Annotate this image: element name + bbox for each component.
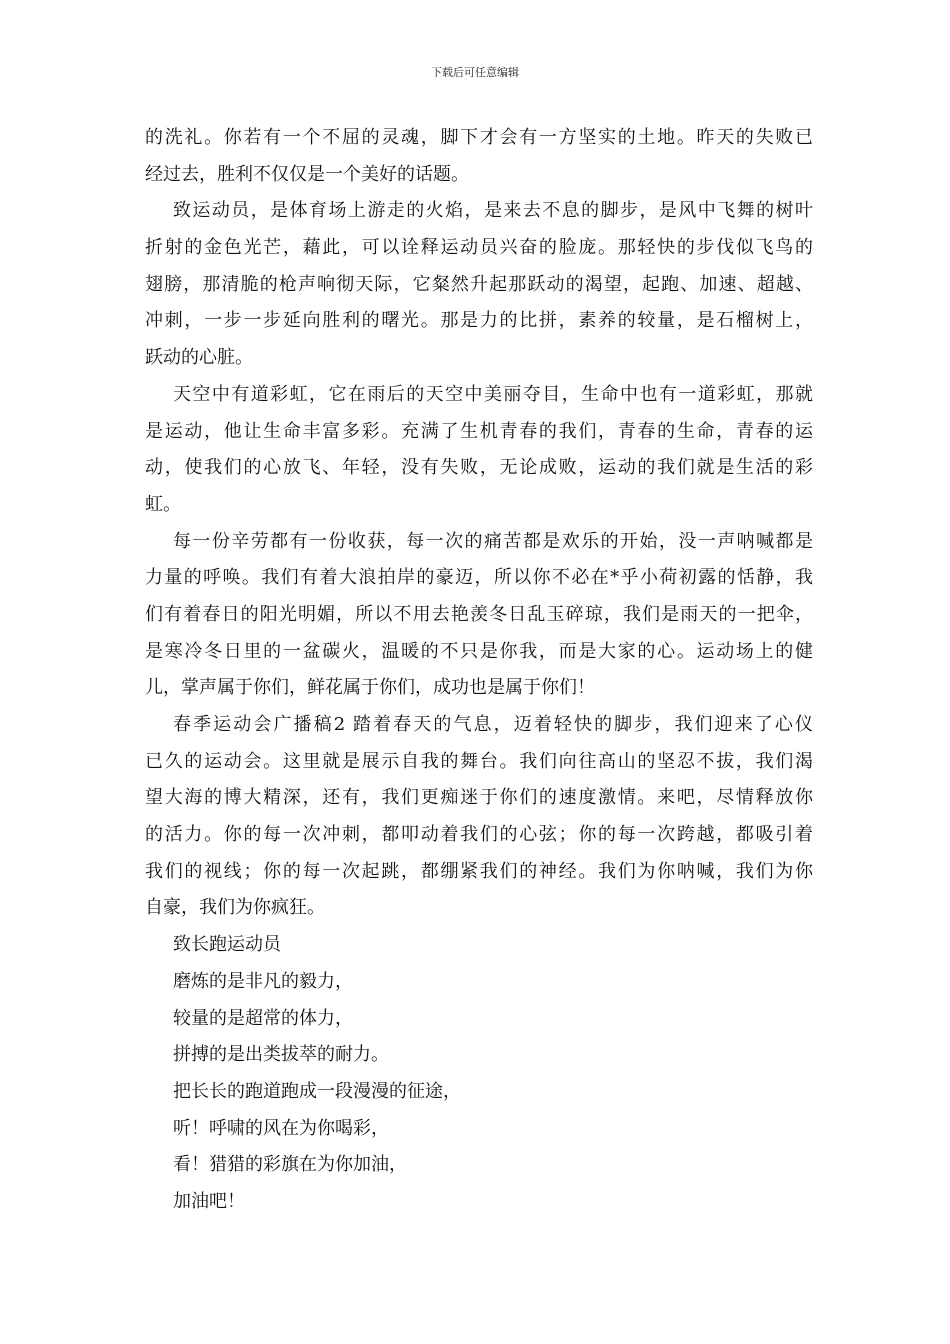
paragraph-first-line: 致运动员，是体育场上游走的火焰，是来去不息的脚步，是风中飞舞的树叶 xyxy=(173,200,813,222)
paragraph-line: 是运动，他让生命丰富多彩。充满了生机青春的我们，青春的生命，青春的运 xyxy=(145,420,813,442)
paragraph-first-line: 每一份辛劳都有一份收获，每一次的痛苦都是欢乐的开始，没一声呐喊都是 xyxy=(173,530,813,552)
paragraph-first-line: 春季运动会广播稿2 踏着春天的气息，迈着轻快的脚步，我们迎来了心仪 xyxy=(173,714,813,735)
paragraph-line: 动，使我们的心放飞、年轻，没有失败，无论成败，运动的我们就是生活的彩 xyxy=(145,457,813,479)
paragraph-first-line: 致长跑运动员 xyxy=(173,934,281,956)
paragraph-first-line: 较量的是超常的体力， xyxy=(173,1007,353,1029)
paragraph-first-line: 把长长的跑道跑成一段漫漫的征途， xyxy=(173,1080,461,1102)
paragraph-line: 已久的运动会。这里就是展示自我的舞台。我们向往高山的坚忍不拔，我们渴 xyxy=(145,750,813,772)
paragraph-line: 的洗礼。你若有一个不屈的灵魂，脚下才会有一方坚实的土地。昨天的失败已 xyxy=(145,127,813,148)
paragraph-line: 虹。 xyxy=(145,493,181,515)
paragraph-first-line: 听！呼啸的风在为你喝彩， xyxy=(173,1117,389,1139)
paragraph-line: 我们的视线；你的每一次起跳，都绷紧我们的神经。我们为你呐喊，我们为你 xyxy=(145,860,813,882)
paragraph-line: 们有着春日的阳光明媚，所以不用去艳羡冬日乱玉碎琼，我们是雨天的一把伞， xyxy=(145,603,813,625)
paragraph-line: 儿，掌声属于你们，鲜花属于你们，成功也是属于你们！ xyxy=(145,677,595,699)
paragraph-line: 力量的呼唤。我们有着大浪拍岸的豪迈，所以你不必在*乎小荷初露的恬静，我 xyxy=(145,567,813,589)
paragraph-first-line: 磨炼的是非凡的毅力， xyxy=(173,970,353,992)
paragraph-first-line: 天空中有道彩虹，它在雨后的天空中美丽夺目，生命中也有一道彩虹，那就 xyxy=(173,383,813,405)
paragraph-line: 的活力。你的每一次冲刺，都叩动着我们的心弦；你的每一次跨越，都吸引着 xyxy=(145,824,813,846)
paragraph-line: 自豪，我们为你疯狂。 xyxy=(145,897,325,919)
paragraph-line: 是寒冷冬日里的一盆碳火，温暖的不只是你我，而是大家的心。运动场上的健 xyxy=(145,640,813,662)
paragraph-line: 经过去，胜利不仅仅是一个美好的话题。 xyxy=(145,163,469,185)
paragraph-first-line: 拼搏的是出类拔萃的耐力。 xyxy=(173,1044,389,1066)
paragraph-line: 翅膀，那清脆的枪声响彻天际，它粲然升起那跃动的渴望，起跑、加速、超越、 xyxy=(145,273,813,295)
paragraph-line: 冲刺，一步一步延向胜利的曙光。那是力的比拼，素养的较量，是石榴树上， xyxy=(145,310,813,332)
paragraph-first-line: 加油吧！ xyxy=(173,1190,245,1212)
paragraph-line: 跃动的心脏。 xyxy=(145,347,253,369)
paragraph-line: 折射的金色光芒，藉此，可以诠释运动员兴奋的脸庞。那轻快的步伐似飞鸟的 xyxy=(145,237,813,259)
paragraph-line: 望大海的博大精深，还有，我们更痴迷于你们的速度激情。来吧，尽情释放你 xyxy=(145,787,813,809)
document-body xyxy=(145,120,813,1221)
page-header-note: 下载后可任意编辑 xyxy=(431,66,519,79)
paragraph-first-line: 看！猎猎的彩旗在为你加油， xyxy=(173,1154,407,1176)
